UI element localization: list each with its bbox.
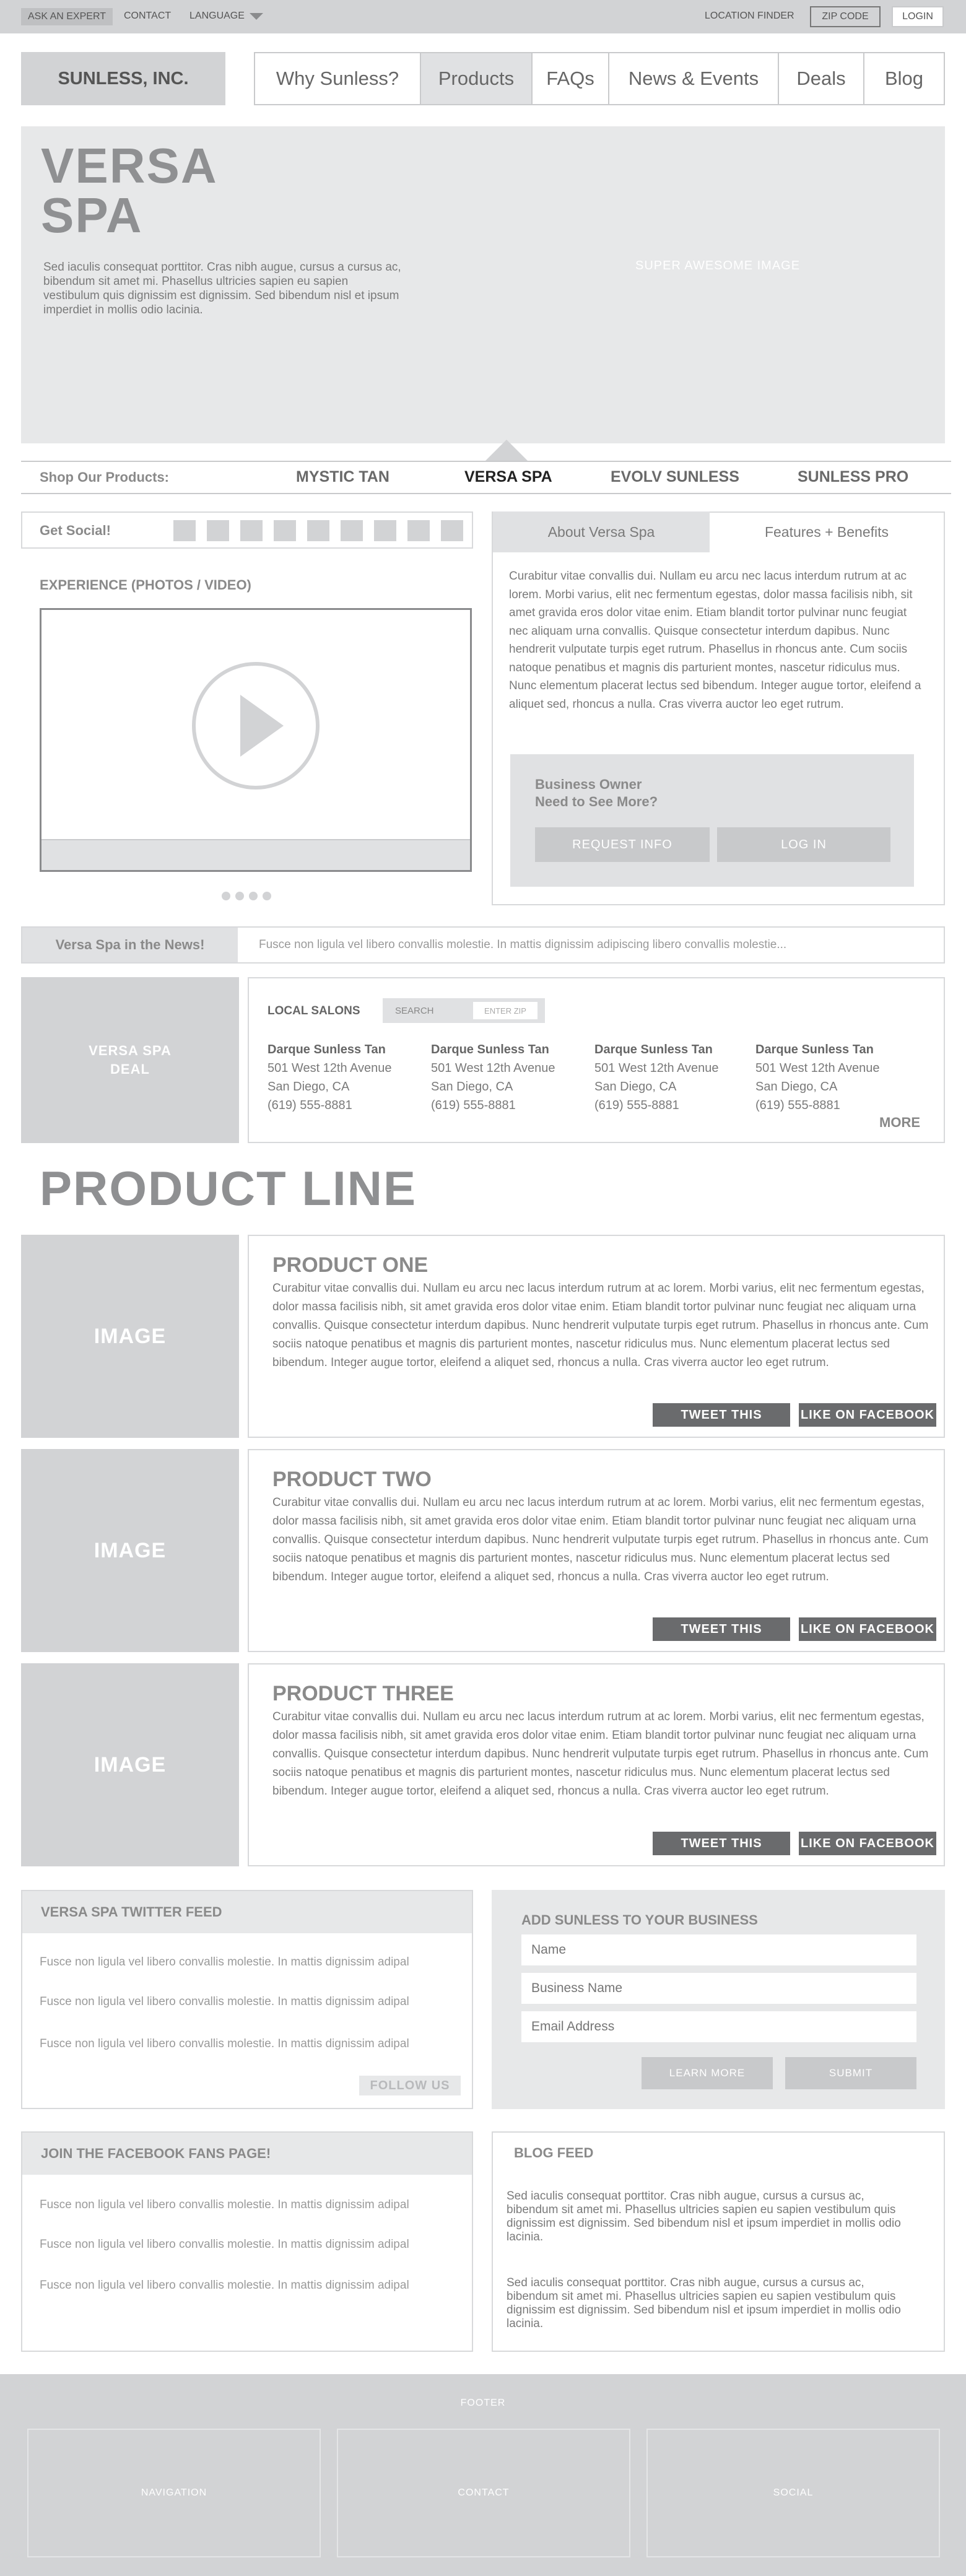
footer-social[interactable] — [646, 2429, 940, 2557]
salon-card[interactable] — [755, 1040, 898, 1115]
zip-code-button[interactable]: ZIP CODE — [810, 6, 881, 27]
language-label: LANGUAGE — [189, 11, 245, 21]
salon-city: San Diego, CA — [594, 1080, 677, 1094]
salon-card[interactable] — [268, 1040, 410, 1115]
tab-features-benefits[interactable]: Features + Benefits — [764, 523, 889, 540]
social-icon-5[interactable] — [307, 520, 329, 541]
deal-line1: VERSA SPA — [89, 1043, 172, 1058]
deal-line2: DEAL — [110, 1061, 150, 1077]
product-description: Curabitur vitae convallis dui. Nullam eu arcu nec lacus interdum rutrum at ac lorem. Morbi varius, elit nec fermentum egestas, dolor massa facilisis nibh, sit amet gravida eros dolor vitae enim. Etiam blandit tortor pulvinar nunc feugiat nec aliquam urna convallis. Quisque consectetur interdum dapibus. Nunc hendrerit vulputate turpis eget rutrum. Phasellus in rhoncus ante. Cum sociis natoque penatibus et magnis dis parturient montes, nascetur ridiculus mus. Nunc elementum placerat lectus sed bibendum. Integer augue tortor, eleifend a aliquet sed, rhoncus a nulla. Cras viverra auctor leo eget rutrum. — [272, 1710, 929, 1798]
hero-pointer-arrow — [485, 440, 528, 461]
product-line-title: PRODUCT LINE — [40, 1161, 417, 1216]
get-social-label: Get Social! — [40, 523, 111, 538]
product-name: PRODUCT TWO — [272, 1468, 432, 1491]
footer-contact[interactable] — [337, 2429, 630, 2557]
video-player[interactable] — [40, 608, 472, 872]
location-finder-link[interactable]: LOCATION FINDER — [705, 11, 794, 21]
carousel-dot-2[interactable] — [235, 892, 244, 900]
product-description: Curabitur vitae convallis dui. Nullam eu arcu nec lacus interdum rutrum at ac lorem. Morbi varius, elit nec fermentum egestas, dolor massa facilisis nibh, sit amet gravida eros dolor vitae enim. Etiam blandit tortor pulvinar nunc feugiat nec aliquam urna convallis. Quisque consectetur interdum dapibus. Nunc hendrerit vulputate turpis eget rutrum. Phasellus in rhoncus ante. Cum sociis natoque penatibus et magnis dis parturient montes, nascetur ridiculus mus. Nunc elementum placerat lectus sed bibendum. Integer augue tortor, eleifend a aliquet sed, rhoncus a nulla. Cras viverra auctor leo eget rutrum. — [272, 1496, 929, 1583]
social-icon-9[interactable] — [441, 520, 463, 541]
footer-navigation[interactable] — [27, 2429, 321, 2557]
blog-post[interactable]: Sed iaculis consequat porttitor. Cras nibh augue, cursus a cursus ac, bibendum sit amet mi. Phasellus ultricies sapien eu sapien vestibulum quis dignissim est dignissim. Sed bibendum nisl et ipsum imperdiet in mollis odio lacinia. — [507, 2276, 901, 2330]
nav-item-blog[interactable]: Blog — [884, 67, 924, 89]
twitter-feed-header: VERSA SPA TWITTER FEED — [22, 1891, 472, 1933]
product-nav-evolv-sunless[interactable]: EVOLV SUNLESS — [611, 468, 739, 485]
email-field[interactable] — [521, 2011, 916, 2042]
salon-phone: (619) 555-8881 — [755, 1099, 840, 1112]
salon-phone: (619) 555-8881 — [268, 1099, 352, 1112]
salon-card[interactable] — [594, 1040, 737, 1115]
carousel-dot-3[interactable] — [249, 892, 258, 900]
product-image[interactable]: IMAGE — [21, 1235, 239, 1438]
salon-phone: (619) 555-8881 — [431, 1099, 516, 1112]
news-label: Versa Spa in the News! — [22, 928, 238, 962]
tab-content-text: Curabitur vitae convallis dui. Nullam eu arcu nec lacus interdum rutrum at ac lorem. Morbi varius, elit nec fermentum egestas, dolor massa facilisis nibh, sit amet gravida eros dolor vitae enim. Etiam blandit tortor pulvinar nunc feugiat nec aliquam urna convallis. Quisque consectetur interdum dapibus. Nunc hendrerit vulputate turpis eget rutrum. Phasellus in rhoncus ante. Cum sociis natoque penatibus et magnis dis parturient montes, nascetur ridiculus mus. Nunc elementum placerat lectus sed bibendum. Integer augue tortor, eleifend a aliquet sed, rhoncus a nulla. Cras viverra auctor leo eget rutrum. — [509, 570, 921, 711]
name-field[interactable] — [521, 1934, 916, 1965]
hero-description: Sed iaculis consequat porttitor. Cras nibh augue, cursus a cursus ac, bibendum sit amet mi. Phasellus ultricies sapien eu sapien vestibulum quis dignissim est dignissim. Sed bibendum nisl et ipsum imperdiet in mollis odio lacinia. — [43, 261, 401, 316]
deal-box[interactable] — [21, 977, 239, 1143]
submit-button[interactable]: SUBMIT — [785, 2057, 916, 2089]
social-icon-7[interactable] — [374, 520, 396, 541]
facebook-post[interactable]: Fusce non ligula vel libero convallis molestie. In mattis dignissim adipal — [40, 2279, 409, 2292]
salon-name: Darque Sunless Tan — [594, 1043, 713, 1056]
like-on-facebook-button[interactable]: LIKE ON FACEBOOK — [799, 1403, 936, 1427]
news-ticker-text[interactable]: Fusce non ligula vel libero convallis molestie. In mattis dignissim adipiscing libero convallis molestie... — [259, 938, 787, 951]
social-icon-6[interactable] — [341, 520, 363, 541]
social-icon-3[interactable] — [240, 520, 263, 541]
business-owner-line2: Need to See More? — [535, 794, 658, 809]
facebook-header: JOIN THE FACEBOOK FANS PAGE! — [22, 2133, 472, 2175]
hero-title-line1: VERSA — [41, 138, 218, 193]
salons-more-link[interactable]: MORE — [879, 1115, 920, 1130]
product-nav-label: Shop Our Products: — [40, 469, 169, 485]
log-in-button[interactable]: LOG IN — [717, 827, 890, 862]
salon-street: 501 West 12th Avenue — [594, 1061, 719, 1075]
experience-title: EXPERIENCE (PHOTOS / VIDEO) — [40, 577, 251, 593]
product-image[interactable]: IMAGE — [21, 1663, 239, 1866]
nav-item-faqs[interactable]: FAQs — [533, 53, 609, 104]
social-icon-4[interactable] — [274, 520, 296, 541]
business-owner-box — [510, 754, 914, 887]
footer-navigation-label: NAVIGATION — [141, 2487, 207, 2498]
nav-item-deals[interactable]: Deals — [779, 53, 864, 104]
business-owner-line1: Business Owner — [535, 777, 642, 792]
blog-feed-title: BLOG FEED — [514, 2145, 594, 2160]
tweet-item[interactable]: Fusce non ligula vel libero convallis molestie. In mattis dignissim adipal — [40, 1956, 409, 1969]
facebook-post[interactable]: Fusce non ligula vel libero convallis molestie. In mattis dignissim adipal — [40, 2198, 409, 2211]
product-name: PRODUCT THREE — [272, 1682, 454, 1705]
salon-city: San Diego, CA — [431, 1080, 513, 1094]
social-icon-8[interactable] — [407, 520, 430, 541]
business-form-title: ADD SUNLESS TO YOUR BUSINESS — [521, 1912, 758, 1928]
social-icon-2[interactable] — [207, 520, 229, 541]
product-nav-versa-spa[interactable]: VERSA SPA — [464, 468, 552, 485]
logo[interactable]: SUNLESS, INC. — [21, 52, 225, 105]
salon-name: Darque Sunless Tan — [431, 1043, 549, 1056]
ask-expert-link[interactable]: ASK AN EXPERT — [21, 8, 113, 25]
local-salons-title: LOCAL SALONS — [268, 1004, 360, 1017]
footer-social-label: SOCIAL — [773, 2487, 814, 2498]
play-icon[interactable] — [191, 661, 321, 791]
video-controls-bar[interactable] — [41, 839, 470, 870]
carousel-dot-1[interactable] — [222, 892, 230, 900]
salon-street: 501 West 12th Avenue — [268, 1061, 392, 1075]
zip-input[interactable]: ENTER ZIP — [473, 1002, 537, 1019]
nav-item-news-events[interactable]: News & Events — [609, 53, 779, 104]
salon-name: Darque Sunless Tan — [755, 1043, 874, 1056]
nav-item-products[interactable]: Products — [421, 53, 533, 104]
facebook-post[interactable]: Fusce non ligula vel libero convallis molestie. In mattis dignissim adipal — [40, 2238, 409, 2251]
login-button[interactable]: LOGIN — [892, 6, 944, 27]
like-on-facebook-button[interactable]: LIKE ON FACEBOOK — [799, 1617, 936, 1641]
salon-city: San Diego, CA — [268, 1080, 350, 1094]
blog-post[interactable]: Sed iaculis consequat porttitor. Cras nibh augue, cursus a cursus ac, bibendum sit amet mi. Phasellus ultricies sapien eu sapien vestibulum quis dignissim est dignissim. Sed bibendum nisl et ipsum imperdiet in mollis odio lacinia. — [507, 2190, 901, 2243]
hero-title-line2: SPA — [41, 188, 143, 243]
product-nav-mystic-tan[interactable]: MYSTIC TAN — [296, 468, 389, 485]
footer-title: FOOTER — [460, 2398, 506, 2408]
salon-card[interactable] — [431, 1040, 573, 1115]
language-selector[interactable] — [189, 11, 263, 22]
tab-about-versa-spa[interactable]: About Versa Spa — [493, 511, 710, 552]
follow-us-button[interactable]: FOLLOW US — [359, 2076, 461, 2095]
tweet-this-button[interactable]: TWEET THIS — [653, 1832, 790, 1855]
tweet-item[interactable]: Fusce non ligula vel libero convallis molestie. In mattis dignissim adipal — [40, 2037, 409, 2050]
salon-search-label: SEARCH — [395, 1006, 434, 1016]
carousel-dot-4[interactable] — [263, 892, 271, 900]
product-description: Curabitur vitae convallis dui. Nullam eu arcu nec lacus interdum rutrum at ac lorem. Morbi varius, elit nec fermentum egestas, dolor massa facilisis nibh, sit amet gravida eros dolor vitae enim. Etiam blandit tortor pulvinar nunc feugiat nec aliquam urna convallis. Quisque consectetur interdum dapibus. Nunc hendrerit vulputate turpis eget rutrum. Phasellus in rhoncus ante. Cum sociis natoque penatibus et magnis dis parturient montes, nascetur ridiculus mus. Nunc elementum placerat lectus sed bibendum. Integer augue tortor, eleifend a aliquet sed, rhoncus a nulla. Cras viverra auctor leo eget rutrum. — [272, 1282, 929, 1369]
learn-more-button[interactable]: LEARN MORE — [642, 2057, 773, 2089]
tweet-item[interactable]: Fusce non ligula vel libero convallis molestie. In mattis dignissim adipal — [40, 1995, 409, 2008]
salon-city: San Diego, CA — [755, 1080, 838, 1094]
hero-image-placeholder: SUPER AWESOME IMAGE — [635, 259, 801, 272]
footer-contact-label: CONTACT — [458, 2487, 510, 2498]
salon-street: 501 West 12th Avenue — [431, 1061, 555, 1075]
tweet-this-button[interactable]: TWEET THIS — [653, 1403, 790, 1427]
salon-name: Darque Sunless Tan — [268, 1043, 386, 1056]
salon-street: 501 West 12th Avenue — [755, 1061, 880, 1075]
salon-phone: (619) 555-8881 — [594, 1099, 679, 1112]
tweet-this-button[interactable]: TWEET THIS — [653, 1617, 790, 1641]
product-name: PRODUCT ONE — [272, 1253, 429, 1277]
nav-item-why-sunless[interactable]: Why Sunless? — [255, 53, 421, 104]
product-image[interactable]: IMAGE — [21, 1449, 239, 1652]
request-info-button[interactable]: REQUEST INFO — [535, 827, 710, 862]
social-icon-1[interactable] — [173, 520, 196, 541]
contact-link[interactable]: CONTACT — [124, 11, 172, 21]
main-nav — [254, 52, 945, 105]
business-name-field[interactable] — [521, 1973, 916, 2004]
chevron-down-icon — [250, 12, 263, 20]
like-on-facebook-button[interactable]: LIKE ON FACEBOOK — [799, 1832, 936, 1855]
product-nav-sunless-pro[interactable]: SUNLESS PRO — [798, 468, 909, 485]
